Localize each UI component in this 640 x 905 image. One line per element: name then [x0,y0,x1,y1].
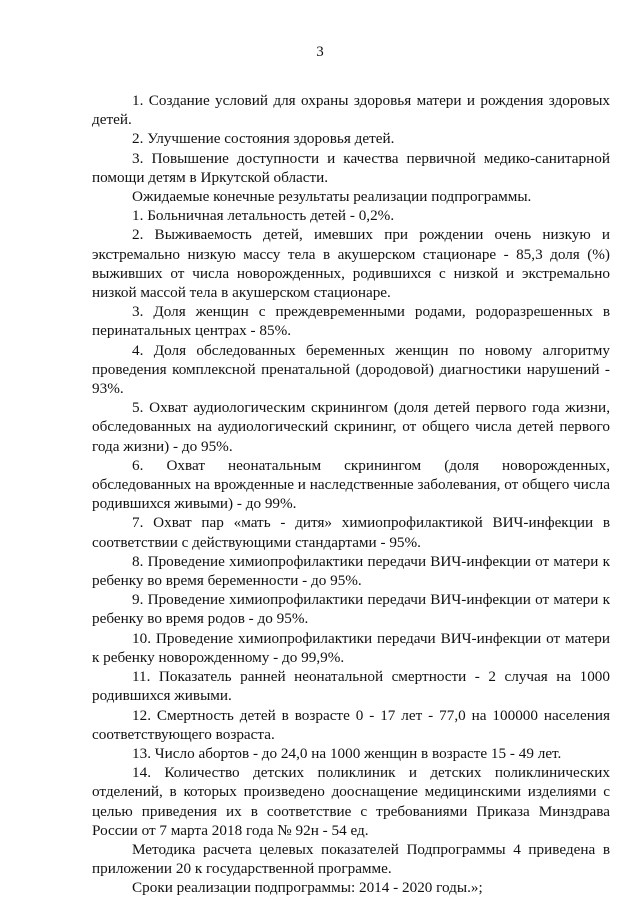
paragraph-result-1: 1. Больничная летальность детей - 0,2%. [132,207,395,225]
paragraph-goal-3: 3. Повышение доступности и качества первичной медико-санитарной помощи детям в Иркутской области. [92,149,610,186]
paragraph-result-5: 5. Охват аудиологическим скринингом (доля детей первого года жизни, обследованных на аудиологический скрининг, от общего числа детей первого года жизни) - до 95%. [92,399,610,455]
document-body [92,91,610,898]
paragraph-result-6: 6. Охват неонатальным скринингом (доля новорожденных, обследованных на врожденные и наследственные заболевания, от общего числа родившихся живыми) - до 99%. [92,456,610,513]
paragraph-result-4: 4. Доля обследованных беременных женщин по новому алгоритму проведения комплексной пренатальной (дородовой) диагностики нарушений - 93%. [92,341,610,398]
paragraph-result-8: 8. Проведение химиопрофилактики передачи ВИЧ-инфекции от матери к ребенку во время беременности - до 95%. [92,552,610,590]
paragraph-result-13: 13. Число абортов - до 24,0 на 1000 женщин в возрасте 15 - 49 лет. [132,744,562,762]
paragraph-goal-2: 2. Улучшение состояния здоровья детей. [132,130,395,148]
paragraph-result-3: 3. Доля женщин с преждевременными родами, родоразрешенных в перинатальных центрах - 85%. [92,303,610,340]
paragraph-result-12: 12. Смертность детей в возрасте 0 - 17 лет - 77,0 на 100000 населения соответствующего возраста. [92,706,610,743]
paragraph-result-7: 7. Охват пар «мать - дитя» химиопрофилактикой ВИЧ-инфекции в соответствии с действующими стандартами - 95%. [92,514,610,551]
paragraph-result-11: 11. Показатель ранней неонатальной смертности - 2 случая на 1000 родившихся живыми. [92,668,610,705]
paragraph-result-10: 10. Проведение химиопрофилактики передачи ВИЧ-инфекции от матери к ребенку новорожденному - до 99,9%. [92,629,610,666]
page-number: 3 [316,44,324,60]
paragraph-results-heading: Ожидаемые конечные результаты реализации подпрограммы. [132,188,532,206]
paragraph-result-2: 2. Выживаемость детей, имевших при рождении очень низкую и экстремально низкую массу тела в акушерском стационаре - 85,3 доля (%) выживших от числа новорожденных, родившихся с низкой и экстремально низкой массой тела в акушерском стационаре. [92,226,610,302]
paragraph-timeline: Сроки реализации подпрограммы: 2014 - 2020 годы.»; [132,879,483,897]
paragraph-methodology: Методика расчета целевых показателей Подпрограммы 4 приведена в приложении 20 к государственной программе. [92,840,610,878]
paragraph-goal-1: 1. Создание условий для охраны здоровья матери и рождения здоровых детей. [92,92,610,129]
paragraph-result-9: 9. Проведение химиопрофилактики передачи ВИЧ-инфекции от матери к ребенку во время родов - до 95%. [92,591,610,628]
paragraph-result-14: 14. Количество детских поликлиник и детских поликлинических отделений, в которых произведено дооснащение медицинскими изделиями с целью приведения их в соответствие с требованиями Приказа Минздрава России от 7 марта 2018 года № 92н - 54 ед. [92,764,610,839]
